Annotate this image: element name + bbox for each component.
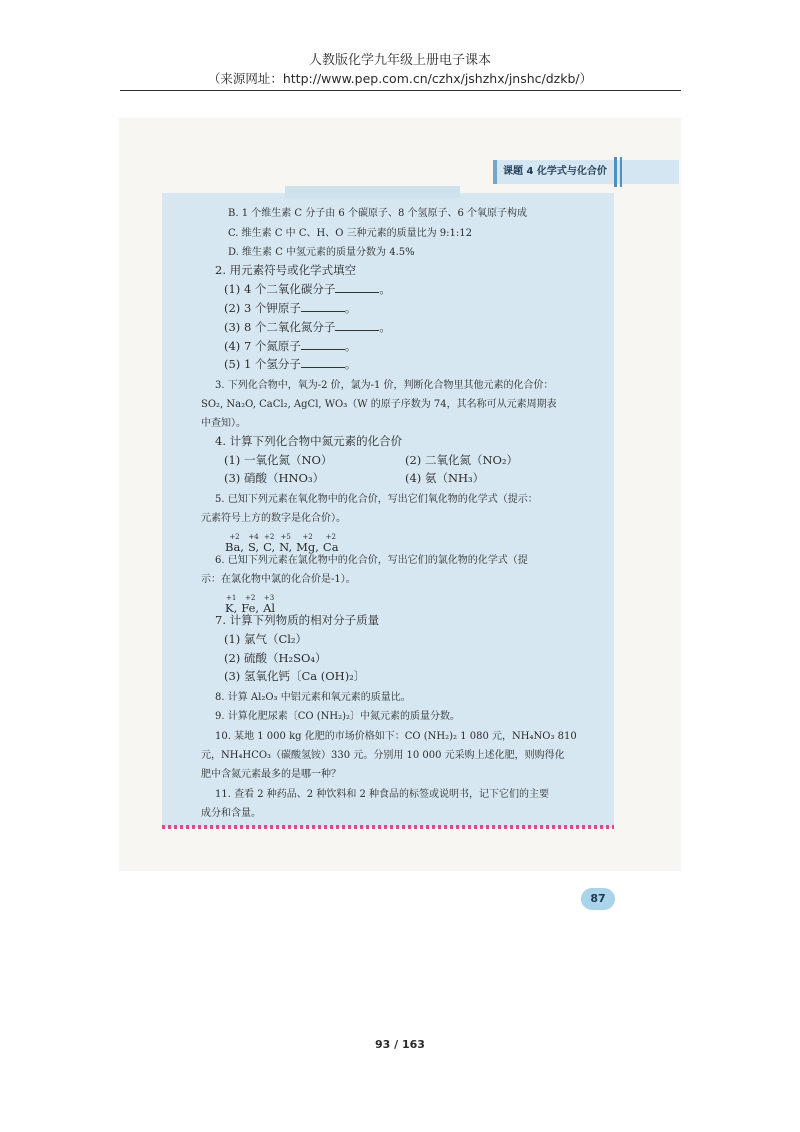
valence-value: +2 [302, 533, 313, 541]
q11-line2: 成分和含量。 [201, 808, 261, 819]
valence-element [279, 533, 292, 553]
answer-blank[interactable] [335, 320, 379, 331]
source-url: （来源网址：http://www.pep.com.cn/czhx/jshzhx/jnshc/dzkb/） [207, 71, 593, 86]
q2-heading: 2. 用元素符号或化学式填空 [215, 263, 357, 277]
element-symbol: C, [263, 540, 276, 554]
valence-value: +2 [325, 533, 336, 541]
q2-item: (1) 4 个二氧化碳分子 。 [224, 282, 391, 296]
valence-element [263, 594, 275, 614]
element-symbol: Al [263, 601, 276, 615]
element-symbol: Ba, [225, 540, 244, 554]
answer-blank[interactable] [301, 339, 345, 350]
valence-element [248, 533, 259, 553]
q3-line1: 3. 下列化合物中，氧为-2 价，氯为-1 价，判断化合物里其他元素的化合价： [215, 380, 554, 391]
q6-valence-elements [225, 585, 279, 614]
element-symbol: Fe, [241, 601, 260, 615]
q7-heading: 7. 计算下列物质的相对分子质量 [215, 613, 380, 627]
q2-item-text: (2) 3 个钾原子 [224, 301, 301, 315]
valence-value: +2 [263, 533, 275, 541]
element-symbol: Mg, [296, 540, 319, 554]
chapter-bar [614, 157, 617, 187]
q9: 9. 计算化肥尿素〔CO (NH₂)₂〕中氮元素的质量分数。 [215, 711, 461, 722]
q5-line1: 5. 已知下列元素在氧化物中的化合价，写出它们氧化物的化学式（提示： [215, 494, 538, 505]
q1-option-c: C. 维生素 C 中 C、H、O 三种元素的质量比为 9:1:12 [228, 228, 472, 239]
q8: 8. 计算 Al₂O₃ 中铝元素和氧元素的质量比。 [215, 692, 411, 703]
header-rule [120, 90, 681, 91]
q6-line1: 6. 已知下列元素在氯化物中的化合价，写出它们的氯化物的化学式（提 [215, 555, 528, 566]
q2-item-text: (4) 7 个氮原子 [224, 339, 301, 353]
chapter-bar [620, 157, 622, 187]
element-symbol: K, [225, 601, 238, 615]
answer-blank[interactable] [301, 301, 345, 312]
q3-line3: 中查知）。 [201, 418, 246, 429]
q2-item-text: (5) 1 个氢分子 [224, 357, 301, 371]
valence-element [263, 533, 275, 553]
q4-item: (2) 二氧化氮（NO₂） [405, 453, 519, 467]
q4-item: (1) 一氧化氮（NO） [224, 453, 333, 467]
q5-line2: 元素符号上方的数字是化合价）。 [201, 513, 346, 524]
q3-line2: SO₂, Na₂O, CaCl₂, AgCl, WO₃（W 的原子序数为 74，其名称可从元素周期表 [201, 399, 557, 410]
valence-element [241, 594, 259, 614]
q2-item-text: (1) 4 个二氧化碳分子 [224, 282, 336, 296]
q10-line2: 元，NH₄HCO₃（碳酸氢铵）330 元。分别用 10 000 元采购上述化肥，则购得化 [201, 750, 565, 761]
element-symbol: S, [247, 540, 260, 554]
valence-element [296, 533, 319, 553]
q10-line3: 肥中含氮元素最多的是哪一种？ [201, 769, 341, 780]
element-symbol: Ca [322, 540, 339, 554]
q11-line1: 11. 查看 2 种药品、2 种饮料和 2 种食品的标签或说明书，记下它们的主要 [215, 789, 550, 800]
valence-value: +2 [244, 594, 256, 602]
valence-value: +4 [248, 533, 259, 541]
q2-item: (5) 1 个氢分子 。 [224, 357, 357, 371]
dotted-divider [162, 825, 614, 829]
q2-item: (4) 7 个氮原子 。 [224, 339, 357, 353]
page-counter: 93 / 163 [375, 1038, 425, 1051]
valence-value: +5 [280, 533, 291, 541]
q7-item: (1) 氯气（Cl₂） [224, 632, 308, 646]
valence-element [323, 533, 339, 553]
panel-top-strip [285, 186, 460, 198]
answer-blank[interactable] [335, 282, 379, 293]
q2-item: (3) 8 个二氧化氮分子 。 [224, 320, 391, 334]
page-number-badge: 87 [581, 888, 615, 910]
valence-element [225, 594, 237, 614]
q4-item: (3) 硝酸（HNO₃） [224, 471, 325, 485]
q2-item-text: (3) 8 个二氧化氮分子 [224, 320, 336, 334]
document-title: 人教版化学九年级上册电子课本 [308, 53, 491, 68]
answer-blank[interactable] [301, 357, 345, 368]
q7-item: (2) 硫酸（H₂SO₄） [224, 651, 327, 665]
valence-value: +3 [263, 594, 275, 602]
chapter-tab: 课题 4 化学式与化合价 [493, 160, 679, 184]
element-symbol: N, [279, 540, 293, 554]
valence-element [225, 533, 244, 553]
valence-value: +2 [229, 533, 240, 541]
q1-option-d: D. 维生素 C 中氢元素的质量分数为 4.5% [228, 247, 415, 258]
q5-valence-elements [225, 524, 343, 553]
q7-item: (3) 氢氧化钙〔Ca (OH)₂〕 [224, 669, 366, 683]
q1-option-b: B. 1 个维生素 C 分子由 6 个碳原子、8 个氢原子、6 个氧原子构成 [228, 208, 528, 219]
valence-value: +1 [225, 594, 237, 602]
q4-item: (4) 氨（NH₃） [405, 471, 485, 485]
q10-line1: 10. 某地 1 000 kg 化肥的市场价格如下：CO (NH₂)₂ 1 080 元，NH₄NO₃ 810 [215, 731, 577, 742]
q6-line2: 示：在氯化物中氯的化合价是-1）。 [201, 574, 356, 585]
q2-item: (2) 3 个钾原子 。 [224, 301, 357, 315]
q4-heading: 4. 计算下列化合物中氮元素的化合价 [215, 434, 403, 448]
